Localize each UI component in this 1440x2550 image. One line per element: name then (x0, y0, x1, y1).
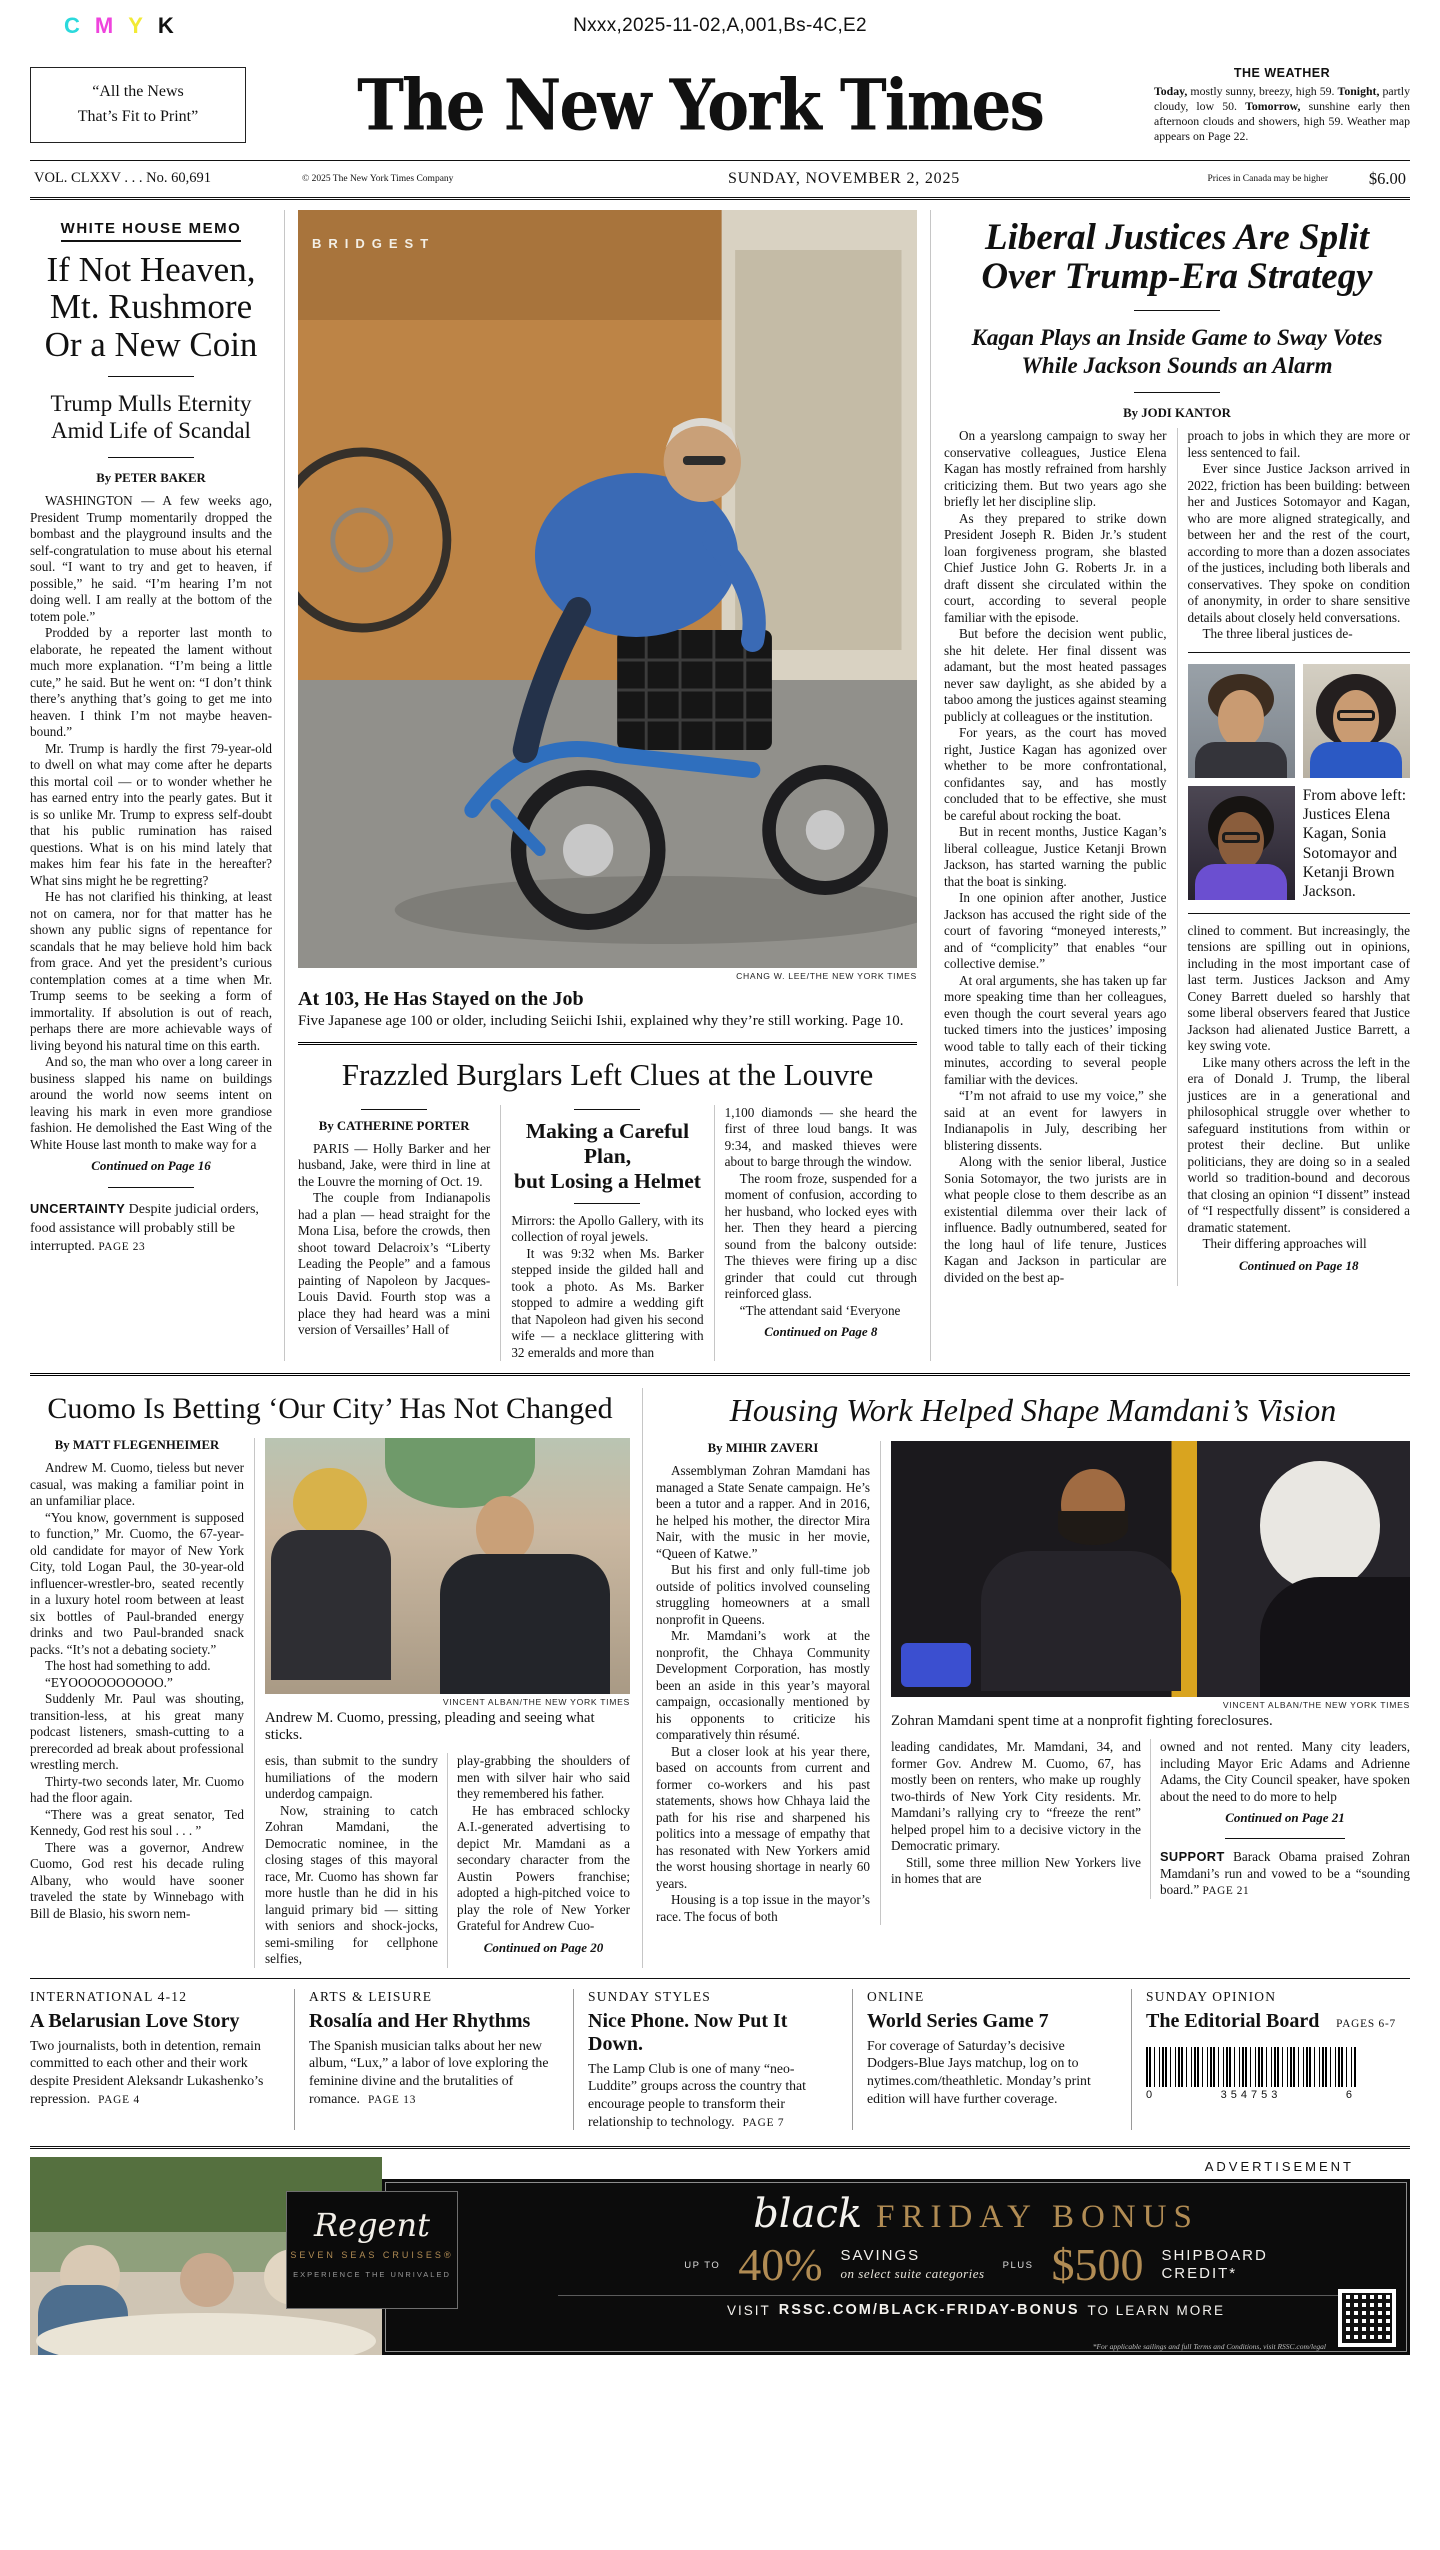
kicker-label: WHITE HOUSE MEMO (61, 220, 242, 242)
caption-centenarian (298, 988, 917, 1030)
paragraph: “The attendant said ‘Everyone (739, 1302, 901, 1318)
paragraph: The three liberal justices de- (1202, 626, 1353, 642)
index-kicker: ONLINE (867, 1988, 925, 2004)
weather-map-note: Weather map appears on Page 22. (1154, 113, 1410, 143)
paragraph: “EYOOOOOOOOOO.” (45, 1674, 173, 1690)
cuomo-col-1 (30, 1438, 254, 1968)
photo-credit-vincent-alban: VINCENT ALBAN/THE NEW YORK TIMES (442, 1697, 630, 1708)
caption-cuomo: Andrew M. Cuomo, pressing, pleading and seeing what sticks. (265, 1710, 595, 1744)
louvre-col-2 (500, 1105, 713, 1362)
article-liberal-justices (930, 210, 1410, 1362)
cmyk-yellow-mark: Y (128, 13, 143, 38)
paragraph: Prodded by a reporter last month to elaborate, he repeated the lament without much more explanation. “I’m being a little cute,” he said. But he went on: “I don’t think there’s anything that’s going to get me into heaven. I think I’m not maybe heaven-bound.” (30, 625, 272, 740)
index-online (852, 1989, 1131, 2131)
photo-credit-chang-w-lee: CHANG W. LEE/THE NEW YORK TIMES (736, 970, 917, 981)
refer-text: Despite judicial orders, food assistance will probably still be interrupted. (30, 1202, 259, 1255)
cmyk-color-marks (64, 13, 174, 39)
advertisement-label: ADVERTISEMENT (1204, 2159, 1354, 2175)
paragraph: Suddenly Mr. Paul was shouting, transition-less, at his great many podcast listeners, smash-cutting to a prerecorded ad break about professional wrestling merch. (30, 1691, 244, 1773)
cuomo-col-3 (447, 1753, 630, 1968)
headline-heaven (30, 251, 272, 363)
subhead-louvre-line1: Making a Careful Plan, (525, 1118, 690, 1169)
index-title: Nice Phone. Now Put It Down. (588, 2009, 788, 2055)
subhead-justices (944, 324, 1410, 379)
masthead (30, 63, 1410, 147)
dateline-bar (30, 160, 1410, 200)
photo-background-sign: BRIDGEST (312, 235, 436, 251)
weather-today-label: Today, (1154, 83, 1188, 98)
continued-note: Continued on Page 16 (91, 1158, 211, 1174)
paragraph: esis, than submit to the sundry humiliations of the modern underdog campaign. (265, 1753, 438, 1802)
paragraph: Housing is a top issue in the mayor’s race. The focus of both (656, 1892, 870, 1924)
paragraph: Along with the senior liberal, Justice Sonia Sotomayor, the two jurists are in what people close to them describe as an existential dilemma over their lack of influence. Badly outnumbered, seated for the long haul of life tenure, Justices Kagan and Jackson in particular are divided on the best ap- (944, 1154, 1167, 1285)
weather-tonight-label: Tonight, (1337, 83, 1380, 98)
ad-savings-word: SAVINGS (840, 2247, 921, 2265)
paragraph: Now, straining to catch Zohran Mamdani, the Democratic nominee, in the closing stages of this mayoral race, Mr. Cuomo has shown far more hustle than he did in his languid primary bid — sitting with seniors and shock-jocks, semi-smiling for cellphone selfies, (265, 1802, 438, 1967)
paragraph: owned and not rented. Many city leaders, including Mayor Eric Adams and Adrienne Adams, the City Council speaker, have spoken about the need to do more to help (1160, 1739, 1410, 1804)
index-text: The Spanish musician talks about her new album, “Lux,” a labor of love exploring the feminine divine and the brutalities of romance. (309, 2037, 549, 2106)
refer-text: Barack Obama praised Zohran Mamdani’s run and vowed to be a “sounding board.” (1160, 1849, 1410, 1898)
index-kicker: ARTS & LEISURE (309, 1988, 433, 2004)
caption-justices-photos: From above left: Justices Elena Kagan, Sonia Sotomayor and Ketanji Brown Jackson. (1302, 786, 1407, 901)
subhead-heaven (30, 390, 272, 444)
caption-mamdani: Zohran Mamdani spent time at a nonprofit fighting foreclosures. (891, 1713, 1273, 1730)
photo-mamdani-taxi (891, 1441, 1410, 1697)
index-page-ref: PAGE 7 (742, 2116, 785, 2129)
divider-rule (108, 457, 194, 458)
headline-cuomo: Cuomo Is Betting ‘Our City’ Has Not Changed (47, 1392, 613, 1426)
photo-credit-vincent-alban: VINCENT ALBAN/THE NEW YORK TIMES (1222, 1700, 1410, 1711)
paragraph: Mirrors: the Apollo Gallery, with its collection of royal jewels. (511, 1212, 704, 1245)
divider-rule (1134, 310, 1220, 311)
paragraph: He has embraced schlocky A.I.-generated advertising to depict Mr. Mamdani as a secondary character from the Austin Powers franchise; adopted a high-pitched voice to play the role of New Yorker Grateful for Andrew Cuo- (457, 1802, 630, 1934)
paragraph: leading candidates, Mr. Mamdani, 34, and former Gov. Andrew M. Cuomo, 67, has mostly been on renters, who make up roughly two-thirds of New York City residents. Mr. Mamdani’s rallying cry to “freeze the rent” helped propel him to a decisive victory in the Democratic primary. (891, 1739, 1141, 1854)
motto-line-1: “All the News (92, 83, 184, 101)
paragraph: For years, as the court has moved right, Justice Kagan has agonized over whether to be more confrontational, confidantes say, and has mostly concluded that to be effective, she must be careful about rocking the boat. (944, 725, 1167, 823)
photo-mamdani-suit (981, 1551, 1181, 1691)
weather-text (1154, 84, 1410, 144)
article-mamdani (642, 1388, 1410, 1968)
refer-page: PAGE 21 (1202, 1885, 1250, 1898)
photo-cuomo-diner (265, 1438, 630, 1694)
continued-note: Continued on Page 20 (483, 1939, 604, 1955)
photo-woman-torso (271, 1530, 391, 1680)
print-production-bar (30, 0, 1410, 52)
index-sunday-styles (573, 1989, 852, 2131)
weather-tonight-text: partly cloudy, low 50. (1154, 83, 1410, 113)
photo-mamdani-beard (1058, 1511, 1128, 1545)
double-rule (298, 1042, 917, 1045)
divider-rule (574, 1203, 640, 1204)
headline-heaven-line1: If Not Heaven, (46, 249, 256, 289)
continued-note: Continued on Page 8 (764, 1324, 878, 1340)
paragraph: But his first and only full-time job outside of politics involved counseling struggling homeowners at a small nonprofit in Queens. (656, 1562, 870, 1627)
print-edition-code: Nxxx,2025-11-02,A,001,Bs-4C,E2 (573, 15, 867, 36)
portrait-face (1218, 690, 1264, 748)
index-arts-leisure (294, 1989, 573, 2131)
mamdani-col-3 (1150, 1739, 1410, 1899)
canada-price-note: Prices in Canada may be higher (1207, 173, 1328, 184)
article-louvre (298, 1057, 917, 1362)
caption-text: Five Japanese age 100 or older, including Seiichi Ishii, explained why they’re still working. Page 10. (298, 1012, 904, 1029)
index-title: The Editorial Board (1146, 2009, 1320, 2032)
paragraph: At oral arguments, she has taken up far more speaking time than her colleagues, even though the court several years ago tucked timers into the justices’ imposing wood table to tally each of their ticking minutes, according to several people familiar with the devices. (944, 972, 1167, 1087)
center-column (284, 210, 930, 1362)
photo-ketanji-brown-jackson (1188, 786, 1295, 900)
volume-number: VOL. CLXXV . . . No. 60,691 (34, 170, 211, 187)
weather-tomorrow-label: Tomorrow, (1245, 98, 1301, 113)
regent-wordmark: Regent (314, 2206, 430, 2245)
refer-support (1160, 1849, 1410, 1899)
paragraph: But a closer look at his year there, based on accounts from current and former co-workers and his past statements, shows how Chhaya laid the path for his rise and sharpened his politics into a message of empathy that has resonated with New Yorkers amid the worst housing shortage in nearly 60 years. (656, 1743, 870, 1891)
headline-louvre: Frazzled Burglars Left Clues at the Louvre (341, 1056, 874, 1092)
subhead-louvre (511, 1119, 703, 1195)
weather-today-text: mostly sunny, breezy, high 59. (1187, 83, 1338, 98)
paragraph: “There was a great senator, Ted Kennedy, God rest his soul . . . ” (30, 1806, 244, 1839)
paragraph: Their differing approaches will (1202, 1236, 1367, 1252)
motto-line-2: That’s Fit to Print” (77, 107, 199, 125)
weather-box (1154, 66, 1410, 144)
barcode-bars (1146, 2047, 1356, 2087)
paragraph: “I’m not afraid to use my voice,” she said at an event for lawyers in Indianapolis in July, describing her blistering dissents. (944, 1088, 1167, 1153)
portrait-torso (1195, 864, 1287, 900)
headline-justices (944, 218, 1410, 297)
ad-visit-post: TO LEARN MORE (1087, 2302, 1226, 2318)
regent-subtitle: SEVEN SEAS CRUISES® (290, 2250, 454, 2261)
byline-catherine-porter: By CATHERINE PORTER (318, 1118, 470, 1133)
caption-lead: At 103, He Has Stayed on the Job (298, 987, 584, 1010)
subhead-heaven-line1: Trump Mulls Eternity (50, 391, 252, 417)
newsstand-price: $6.00 (1368, 168, 1406, 188)
ad-offers (558, 2239, 1394, 2291)
index-page-ref: PAGE 13 (367, 2093, 417, 2106)
portrait-torso (1195, 742, 1287, 778)
byline-jodi-kantor: By JODI KANTOR (1123, 406, 1231, 421)
divider-rule (1225, 1838, 1345, 1839)
refer-label: SUPPORT (1160, 1849, 1225, 1865)
paragraph: “You know, government is supposed to function,” Mr. Cuomo, the 67-year-old candidate for mayor of New York City, told Logan Paul, the 30-year-old influencer-wrestler-bro, seated recently in a luxury hotel room between at least six bottles of Paul-branded energy drinks and two Paul-branded snack packs. “It’s not a debating society.” (30, 1509, 244, 1657)
paragraph: The room froze, suspended for a moment of confusion, according to her husband, who locked eyes with her. Then they heard a piercing sound from the balcony outside: The thieves were firing up a disc grinder that could cut through reinforced glass. (724, 1170, 917, 1302)
ad-promo-black: black (753, 2191, 863, 2238)
ad-percent-savings: 40% (738, 2239, 823, 2291)
cuomo-col-2 (265, 1753, 447, 1968)
subhead-louvre-line2: but Losing a Helmet (514, 1169, 701, 1194)
paragraph: In one opinion after another, Justice Jackson has accused the right side of the court of favoring “moneyed interests,” and of “complicity” that enables “our collective demise.” (944, 890, 1167, 972)
paragraph: Mr. Mamdani’s work at the nonprofit, the Chhaya Community Development Corporation, has mostly been an aside in this year’s mayoral campaign, occasionally mentioned by his opponents to criticize his comparatively thin résumé. (656, 1628, 870, 1743)
motto-box (30, 67, 246, 143)
ad-promo-friday-bonus: FRIDAY BONUS (876, 2199, 1199, 2236)
refer-label: UNCERTAINTY (30, 1201, 126, 1217)
continued-note: Continued on Page 21 (1225, 1810, 1345, 1826)
issue-date: SUNDAY, NOVEMBER 2, 2025 (727, 169, 961, 187)
index-international (30, 1989, 294, 2131)
cmyk-cyan-mark: C (64, 13, 80, 38)
justices-photo-block (1188, 652, 1411, 914)
index-title: A Belarusian Love Story (30, 2009, 240, 2032)
headline-mamdani: Housing Work Helped Shape Mamdani’s Vision (729, 1392, 1337, 1429)
index-page-ref: PAGE 4 (98, 2093, 140, 2106)
byline-matt-flegenheimer: By MATT FLEGENHEIMER (54, 1438, 220, 1453)
divider-rule (108, 1187, 194, 1188)
cmyk-magenta-mark: M (94, 13, 114, 38)
photo-elena-kagan (1188, 664, 1295, 778)
barcode-digit-right: 6 (1345, 2088, 1356, 2101)
index-text: For coverage of Saturday’s decisive Dodgers-Blue Jays matchup, log on to nytimes.com/theathletic. Monday’s print edition will have further coverage. (867, 2037, 1091, 2106)
portrait-torso (1310, 742, 1402, 778)
paragraph: Thirty-two seconds later, Mr. Cuomo had the floor again. (30, 1773, 244, 1806)
ad-visit-pre: VISIT (726, 2302, 771, 2318)
divider-rule (574, 1109, 640, 1110)
refer-uncertainty (30, 1201, 272, 1256)
paragraph: Ever since Justice Jackson arrived in 2022, friction has been building: between her and Justices Sotomayor and Kagan, who are more aligned strategically, and between her and the rest of the court, according to more than a dozen associates of the justices, including both liberals and conservatives. They spoke on condition of anonymity, in order to share sensitive details about closely held conversations. (1187, 461, 1410, 625)
index-kicker: SUNDAY OPINION (1146, 1988, 1277, 2004)
justices-col-1 (944, 428, 1177, 1286)
divider-rule (361, 1109, 427, 1110)
index-kicker: INTERNATIONAL 4-12 (30, 1988, 188, 2004)
photo-cuomo-suit (440, 1554, 610, 1694)
paragraph: proach to jobs in which they are more or less sentenced to fail. (1187, 428, 1410, 460)
copyright-notice: © 2025 The New York Times Company (302, 173, 454, 184)
ad-promo-headline (558, 2191, 1394, 2237)
photo-cuomo-face (476, 1496, 534, 1562)
refer-page: PAGE 23 (98, 1241, 146, 1254)
ad-savings-sub: on select suite categories (840, 2266, 985, 2282)
portrait-glasses (1337, 710, 1375, 721)
ad-visit-cta[interactable] (558, 2295, 1394, 2318)
ad-credit-label (1161, 2247, 1267, 2283)
subhead-justices-line1: Kagan Plays an Inside Game to Sway Votes (971, 324, 1383, 350)
ad-terms: *For applicable sailings and full Terms and Conditions, visit RSSC.com/legal (1092, 2342, 1326, 2352)
barcode-digit-left: 0 (1146, 2088, 1157, 2101)
article-cuomo (30, 1388, 642, 1968)
mamdani-photo-and-cols (880, 1441, 1410, 1925)
paragraph: Mr. Trump is hardly the first 79-year-old to dwell on what may come after he departs this mortal coil — or to wonder whether he has earned entry into the pearly gates. But it is so unlike Mr. Trump to express self-doubt that his public rumination has raised questions. What is on his mind lately that makes him fear his fate in the hereafter? What sins might he be regretting? (30, 740, 272, 888)
paragraph: PARIS — Holly Barker and her husband, Jake, were third in line at the Louvre the morning of Oct. 19. (298, 1140, 491, 1189)
paragraph: WASHINGTON — A few weeks ago, President Trump momentarily dropped the bombast and the playground insults and the self-congratulation to muse about his eternal soul. “I want to try and get to heaven, if possible,” he said. “I’m hearing I’m not doing well. I am really at the bottom of the totem pole.” (30, 493, 272, 624)
paragraph: Like many others across the left in the era of Donald J. Trump, the liberal justices are in a generational and philosophical struggle over whether to safeguard institutions from within or protest their decline. But unlike politicians, they are doing so in a sealed world so tradition-bound and decorous that closing an opinion “I dissent” instead of “I respectfully dissent” is considered a dramatic statement. (1187, 1054, 1410, 1235)
advertisement-regent (30, 2146, 1410, 2355)
headline-heaven-line3: Or a New Coin (44, 324, 258, 364)
paragraph: But in recent months, Justice Kagan’s liberal colleague, Justice Ketanji Brown Jackson, has started warning the public that the boat is sinking. (944, 824, 1167, 889)
index-text: Two journalists, both in detention, remain committed to each other and their work despite President Aleksandr Lukashenko’s repression. (30, 2037, 264, 2106)
photo-centenarian-tricycle (298, 210, 917, 968)
weather-label: THE WEATHER (1233, 66, 1331, 80)
paragraph: play-grabbing the shoulders of men with silver hair who said they remembered his father. (457, 1753, 630, 1802)
paragraph: And so, the man who over a long career in business slapped his name on buildings around the world now seems intent on leaving his mark in even more grandiose fashion. He demolished the East Wing of the White House last month to make way for a (30, 1054, 272, 1152)
newspaper-title: The New York Times (357, 63, 1043, 147)
paragraph: But before the decision went public, she hit delete. Her final dissent was adamant, but the most heated passages never saw daylight, as she abided by a taboo among the justices against steaming publicly at colleagues or the institution. (944, 626, 1167, 724)
paragraph: Andrew M. Cuomo, tieless but never casual, was making a familiar point in an unfamiliar place. (30, 1460, 244, 1509)
ad-savings-label (841, 2247, 985, 2283)
paragraph: There was a governor, Andrew Cuomo, God rest his decade ruling Albany, who would have sooner traveled the state by Winnebago with Bill de Blasio, his sworn nem- (30, 1839, 244, 1921)
louvre-col-3 (714, 1105, 917, 1362)
headline-justices-line2: Over Trump-Era Strategy (981, 256, 1373, 298)
cuomo-photo-and-cols (254, 1438, 630, 1968)
double-rule (30, 1373, 1410, 1376)
index-title: Rosalía and Her Rhythms (309, 2009, 531, 2032)
index-text: The Lamp Club is one of many “neo-Luddite” groups across the country that encourage people to transform their relationship to technology. (588, 2060, 807, 2129)
index-sunday-opinion (1131, 1989, 1410, 2131)
byline-mihir-zaveri: By MIHIR ZAVERI (707, 1441, 819, 1456)
paragraph: As they prepared to strike down President Joseph R. Biden Jr.’s student loan forgiveness program, she blasted Chief Justice John G. Roberts Jr. in a draft dissent she circulated within the court, according to several people familiar with the episode. (944, 510, 1167, 625)
subhead-heaven-line2: Amid Life of Scandal (51, 418, 251, 444)
paragraph: It was 9:32 when Ms. Barker stepped inside the gilded hall and took a photo. As Ms. Barker stopped to admire a wedding gift that Napoleon had given his second wife — a necklace glittering with 32 emeralds and more than (511, 1245, 704, 1360)
mamdani-col-2 (891, 1739, 1150, 1899)
index-page-ref: PAGES 6-7 (1336, 2017, 1396, 2030)
subhead-justices-line2: While Jackson Sounds an Alarm (1021, 352, 1333, 378)
photo-passenger (1260, 1577, 1410, 1697)
barcode (1146, 2047, 1356, 2101)
barcode-digits-mid: 354753 (1220, 2088, 1282, 2101)
ad-visit-url[interactable]: RSSC.COM/BLACK-FRIDAY-BONUS (778, 2302, 1080, 2319)
portrait-glasses (1222, 832, 1260, 843)
divider-rule (1134, 392, 1220, 393)
byline-peter-baker: By PETER BAKER (96, 471, 206, 486)
divider-rule (108, 376, 194, 377)
weather-tomorrow-text: sunshine early then afternoon clouds and showers, high 59. (1154, 98, 1410, 128)
ad-credit-line1: SHIPBOARD (1161, 2247, 1268, 2265)
index-kicker: SUNDAY STYLES (588, 1988, 711, 2004)
paragraph: The couple from Indianapolis had a plan — head straight for the Mona Lisa, before the crowds, then shoot toward Delacroix’s “Liberty Leading the People” and a famous painting of Napoleon by Jacques-Louis David. Fourth stop was a place they had heard was a mini version of Versailles’ Hall of (298, 1190, 491, 1338)
kicker-white-house-memo (30, 220, 272, 237)
paragraph: On a yearslong campaign to sway her conservative colleagues, Justice Elena Kagan has mostly refrained from harshly criticizing them. But two years ago she briefly let her discipline slip. (944, 428, 1167, 510)
paragraph: 1,100 diamonds — she heard the first of three loud bangs. It was 9:34, and masked thieves were about to barge through the window. (724, 1104, 917, 1170)
ad-photo-person (180, 2253, 234, 2307)
tricycle-scene-illustration (298, 210, 917, 968)
regent-logo (286, 2191, 458, 2309)
regent-tagline: EXPERIENCE THE UNRIVALED (293, 2270, 451, 2280)
photo-headwrap (1260, 1461, 1380, 1591)
louvre-col-1 (298, 1105, 500, 1362)
ad-plus-label: PLUS (1002, 2259, 1034, 2271)
photo-screen-glow (901, 1643, 971, 1687)
headline-heaven-line2: Mt. Rushmore (49, 287, 253, 327)
ad-upto-label: UP TO (684, 2259, 721, 2271)
ad-black-panel (290, 2179, 1410, 2355)
article-white-house-memo (30, 210, 284, 1362)
qr-code (1338, 2289, 1396, 2347)
paragraph: Assemblyman Zohran Mamdani has managed a State Senate campaign. He’s been a tutor and a rapper. And in 2016, he helped his mother, the director Mira Nair, with the music in her movie, “Queen of Katwe.” (656, 1463, 870, 1561)
continued-note: Continued on Page 18 (1238, 1257, 1359, 1273)
index-title: World Series Game 7 (867, 2009, 1049, 2032)
paragraph: clined to comment. But increasingly, the tensions are spilling out in opinions, including in the most important case of last term. Justices Jackson and Amy Coney Barrett dueled so harshly that some liberal observers feared that Justice Jackson had alienated Justice Barrett, a key swing vote. (1187, 922, 1410, 1054)
mamdani-col-1 (656, 1441, 880, 1925)
ad-credit-line2: CREDIT* (1161, 2265, 1238, 2283)
photo-woman-hair (293, 1468, 367, 1538)
section-index-strip (30, 1978, 1410, 2137)
ad-shipboard-amount: $500 (1051, 2239, 1144, 2291)
paragraph: He has not clarified his thinking, at least not on camera, nor for that matter has he shown any public signs of repentance for scandals that he may believe hold him back from grace. And yet the president’s curious contemplation comes at a time when Mr. Trump seems to be seeking a form of immortality. If absolution is out of reach, perhaps there are more achievable ways of living beyond his natural time on this earth. (30, 889, 272, 1053)
photo-sonia-sotomayor (1303, 664, 1410, 778)
paragraph: The host had something to add. (45, 1658, 211, 1674)
headline-justices-line1: Liberal Justices Are Split (984, 216, 1370, 258)
justices-col-2 (1177, 428, 1411, 1286)
cmyk-black-mark: K (157, 13, 174, 38)
paragraph: Still, some three million New Yorkers live in homes that are (891, 1854, 1141, 1887)
body-heaven (30, 493, 272, 1153)
